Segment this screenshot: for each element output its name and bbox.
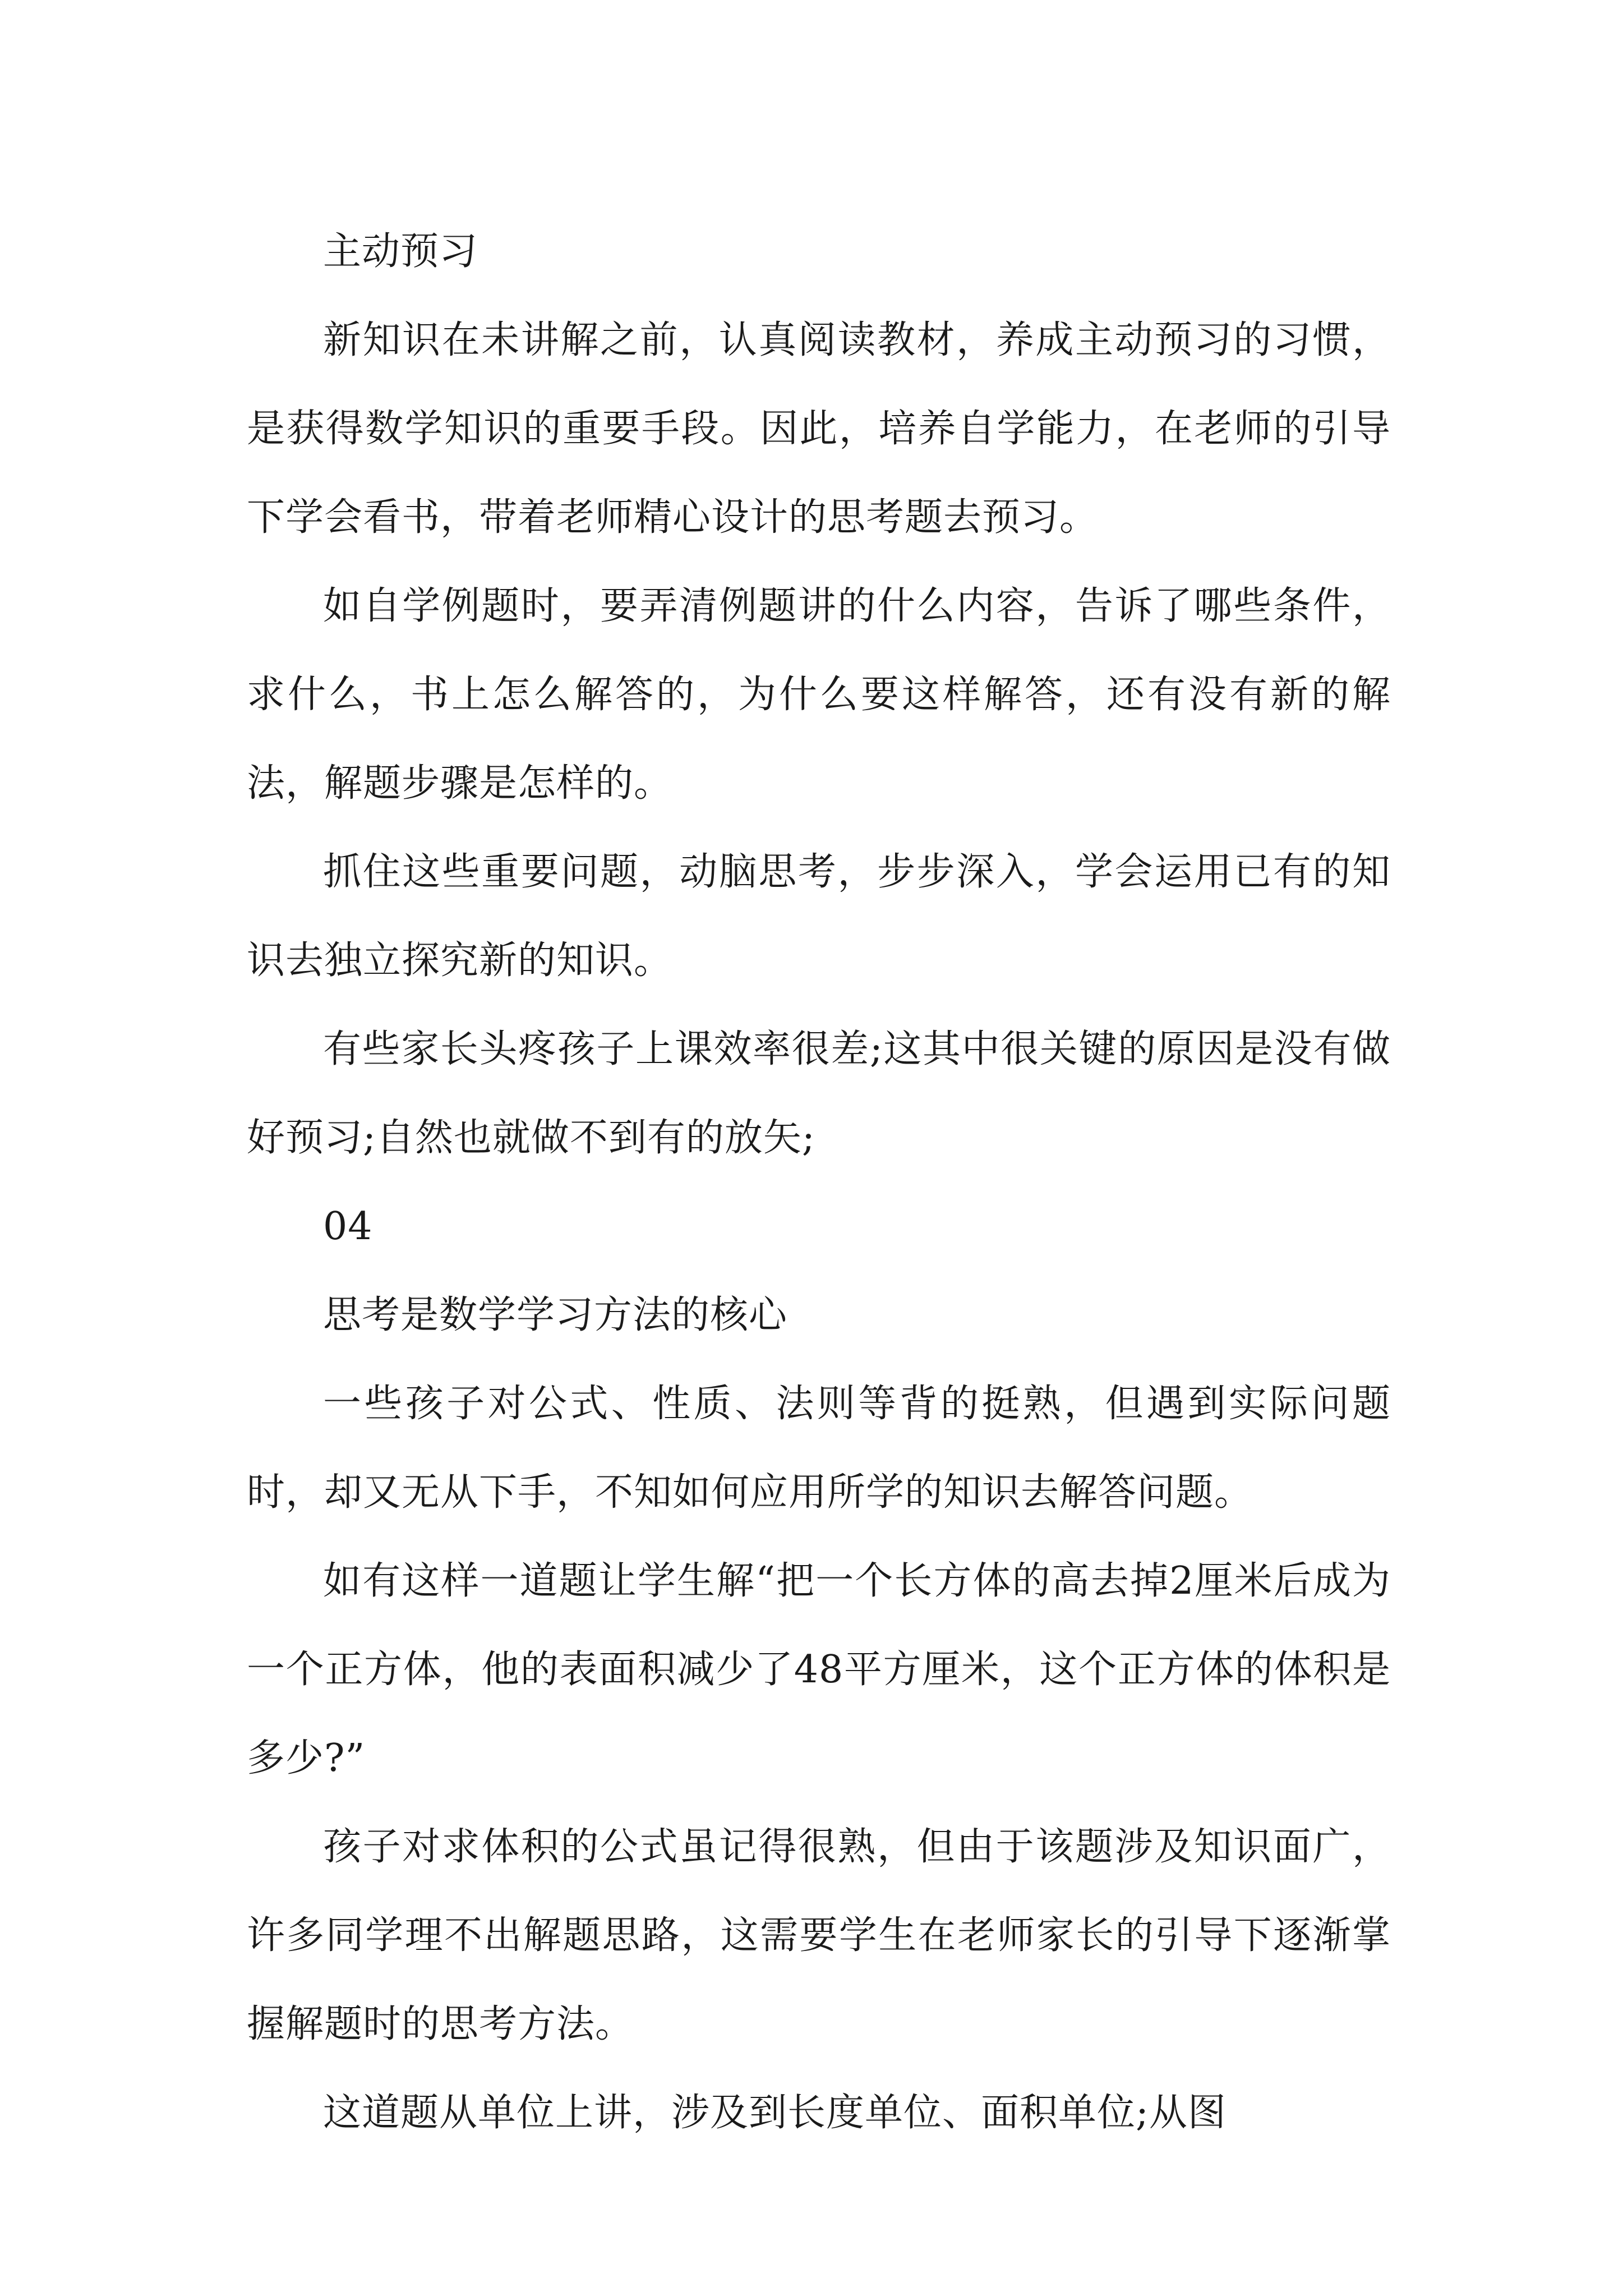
paragraph-key-questions: 抓住这些重要问题，动脑思考，步步深入，学会运用已有的知识去独立探究新的知识。 <box>247 850 1391 983</box>
document-body <box>247 208 1391 2157</box>
paragraph-units: 这道题从单位上讲，涉及到长度单位、面积单位;从图 <box>323 2091 1227 2135</box>
section-heading-preview: 主动预习 <box>323 229 478 274</box>
paragraph-preview-intro: 新知识在未讲解之前，认真阅读教材，养成主动预习的习惯，是获得数学知识的重要手段。因此，培养自学能力，在老师的引导下学会看书，带着老师精心设计的思考题去预习。 <box>247 318 1391 540</box>
section-number: 04 <box>323 1204 373 1249</box>
paragraph-example-study: 如自学例题时，要弄清例题讲的什么内容，告诉了哪些条件，求什么，书上怎么解答的，为什么要这样解答，还有没有新的解法，解题步骤是怎样的。 <box>247 584 1391 806</box>
paragraph-formulas: 一些孩子对公式、性质、法则等背的挺熟，但遇到实际问题时，却又无从下手，不知如何应用所学的知识去解答问题。 <box>247 1382 1391 1515</box>
paragraph-thinking-method: 孩子对求体积的公式虽记得很熟，但由于该题涉及知识面广，许多同学理不出解题思路，这需要学生在老师家长的引导下逐渐掌握解题时的思考方法。 <box>247 1825 1391 2046</box>
paragraph-parent-concern: 有些家长头疼孩子上课效率很差;这其中很关键的原因是没有做好预习;自然也就做不到有的放矢; <box>247 1027 1391 1160</box>
section-heading-thinking: 思考是数学学习方法的核心 <box>323 1293 788 1337</box>
paragraph-example-problem: 如有这样一道题让学生解“把一个长方体的高去掉2厘米后成为一个正方体，他的表面积减少了48平方厘米，这个正方体的体积是多少?” <box>247 1559 1391 1780</box>
